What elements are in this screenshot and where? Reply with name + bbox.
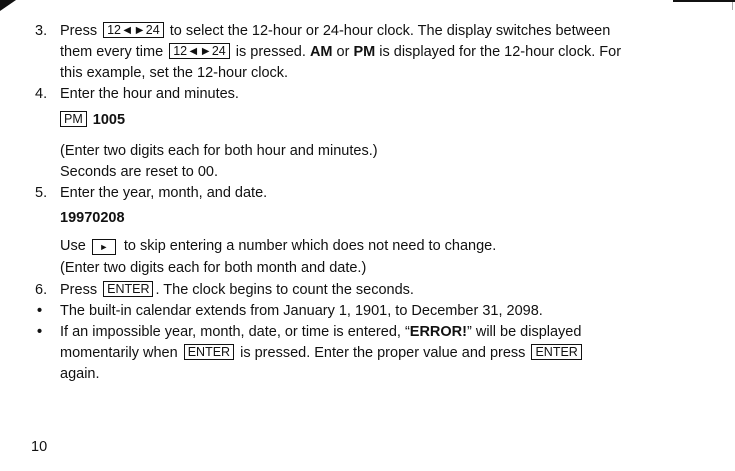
step-5-note: (Enter two digits each for both month and date.) <box>60 260 367 276</box>
step-5-use-line <box>60 236 496 256</box>
step-6-text: . The clock begins to count the seconds. <box>155 282 414 298</box>
step-4-input <box>60 110 125 130</box>
step-6-line <box>60 280 414 300</box>
step-3-line-1 <box>60 21 610 41</box>
right-arrow-key-icon: ► <box>92 239 116 255</box>
step-5-use: Use <box>60 238 86 254</box>
step-3-or: or <box>336 44 350 60</box>
step-6-number: 6. <box>35 282 48 298</box>
step-3-is-pressed: is pressed. <box>235 44 306 60</box>
bullet-2-line-2 <box>60 343 584 363</box>
step-3-number: 3. <box>35 23 48 39</box>
enter-key: ENTER <box>103 281 153 297</box>
step-6-press: Press <box>60 282 98 298</box>
edge-tick-mark <box>732 2 733 10</box>
step-4-note-2: Seconds are reset to 00. <box>60 164 218 180</box>
step-3-them-every: them every time <box>60 44 164 60</box>
step-3-is-displayed: is displayed for the 12-hour clock. For <box>379 44 622 60</box>
enter-key-inline: ENTER <box>184 344 234 360</box>
am-label: AM <box>309 44 333 60</box>
step-4-value: 1005 <box>92 112 126 128</box>
bullet-2-line-3: again. <box>60 366 100 382</box>
bullet-2-momentarily: momentarily when <box>60 345 178 361</box>
error-label: ERROR! <box>409 324 467 340</box>
step-3-line-3: this example, set the 12-hour clock. <box>60 65 289 81</box>
12-24-key-inline: 12◄►24 <box>169 43 230 59</box>
step-5-number: 5. <box>35 185 48 201</box>
step-3-press: Press <box>60 23 98 39</box>
pm-key: PM <box>60 111 87 127</box>
step-4-text: Enter the hour and minutes. <box>60 86 239 102</box>
enter-key-inline-2: ENTER <box>531 344 581 360</box>
bullet-2-dot: • <box>37 324 43 340</box>
bullet-2-mid: is pressed. Enter the proper value and press <box>240 345 526 361</box>
step-3-text: to select the 12-hour or 24-hour clock. The display switches between <box>169 23 611 39</box>
bullet-1-dot: • <box>37 303 43 319</box>
bullet-2-start: If an impossible year, month, date, or time is entered, “ <box>60 324 410 340</box>
step-5-value: 19970208 <box>60 210 125 226</box>
top-edge-line <box>673 0 735 2</box>
step-4-note-1: (Enter two digits each for both hour and minutes.) <box>60 143 378 159</box>
12-24-key: 12◄►24 <box>103 22 164 38</box>
corner-crop-mark <box>0 0 16 11</box>
pm-label: PM <box>353 44 376 60</box>
bullet-2-line-1 <box>60 322 581 342</box>
bullet-1-text: The built-in calendar extends from January 1, 1901, to December 31, 2098. <box>60 303 543 319</box>
step-4-number: 4. <box>35 86 48 102</box>
step-5-skip: to skip entering a number which does not need to change. <box>123 238 497 254</box>
step-3-line-2 <box>60 42 621 62</box>
page-number: 10 <box>31 439 48 455</box>
step-5-text: Enter the year, month, and date. <box>60 185 268 201</box>
bullet-2-end: ” will be displayed <box>466 324 582 340</box>
